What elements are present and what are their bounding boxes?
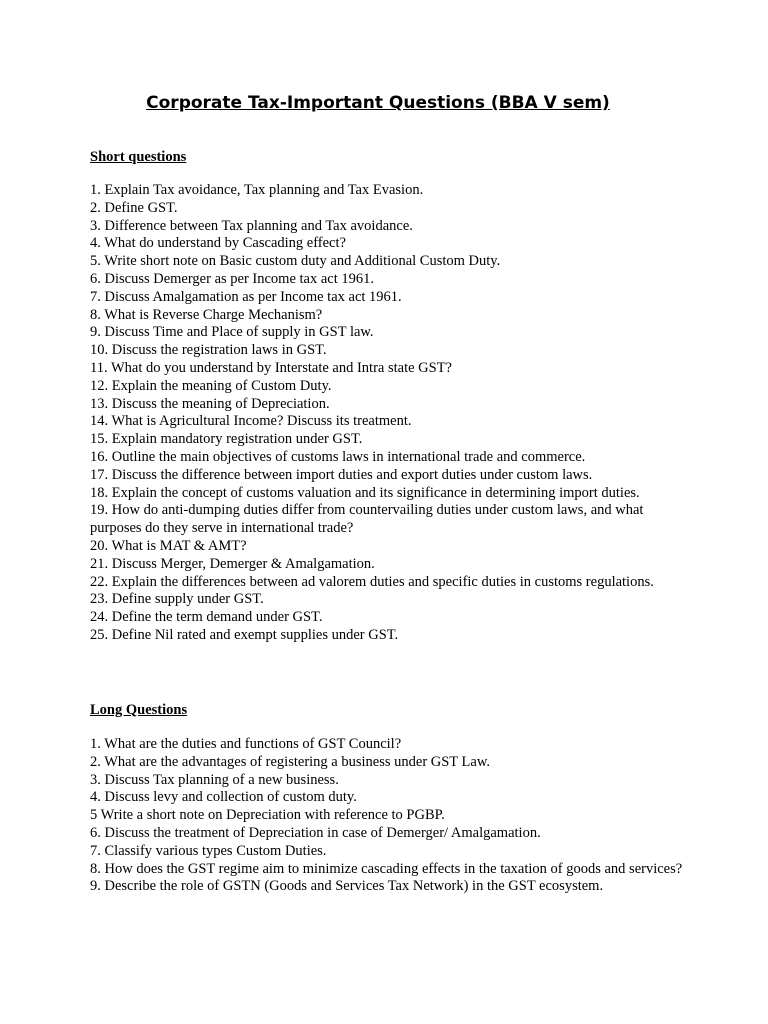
short-question-24: 24. Define the term demand under GST.: [90, 609, 323, 626]
long-question-4: 4. Discuss levy and collection of custom duty.: [90, 789, 357, 806]
short-questions-list: [90, 182, 690, 645]
short-question-22: 22. Explain the differences between ad valorem duties and specific duties in customs regulations.: [90, 573, 654, 590]
long-question-2: 2. What are the advantages of registering a business under GST Law.: [90, 753, 490, 770]
short-question-8: 8. What is Reverse Charge Mechanism?: [90, 306, 323, 323]
short-question-17: 17. Discuss the difference between import duties and export duties under custom laws.: [90, 466, 593, 483]
short-question-19: 19. How do anti-dumping duties differ from countervailing duties under custom laws, and what purposes do they serve in international trade?: [90, 502, 644, 537]
long-question-1: 1. What are the duties and functions of GST Council?: [90, 736, 402, 752]
short-question-14: 14. What is Agricultural Income? Discuss its treatment.: [90, 413, 412, 430]
short-question-6: 6. Discuss Demerger as per Income tax act 1961.: [90, 270, 375, 287]
short-question-21: 21. Discuss Merger, Demerger & Amalgamation.: [90, 555, 375, 572]
short-question-4: 4. What do understand by Cascading effect?: [90, 235, 346, 252]
long-question-5: 5 Write a short note on Depreciation with reference to PGBP.: [90, 807, 445, 824]
short-question-5: 5. Write short note on Basic custom duty and Additional Custom Duty.: [90, 253, 501, 270]
short-question-10: 10. Discuss the registration laws in GST.: [90, 342, 327, 359]
short-question-25: 25. Define Nil rated and exempt supplies under GST.: [90, 626, 399, 643]
short-question-23: 23. Define supply under GST.: [90, 591, 264, 608]
short-question-13: 13. Discuss the meaning of Depreciation.: [90, 395, 330, 412]
long-questions-heading: Long Questions: [90, 702, 188, 718]
long-question-7: 7. Classify various types Custom Duties.: [90, 842, 327, 859]
short-question-11: 11. What do you understand by Interstate and Intra state GST?: [90, 359, 452, 376]
short-question-2: 2. Define GST.: [90, 199, 178, 216]
short-question-16: 16. Outline the main objectives of customs laws in international trade and commerce.: [90, 448, 586, 465]
short-question-20: 20. What is MAT & AMT?: [90, 537, 247, 554]
long-question-3: 3. Discuss Tax planning of a new business.: [90, 771, 339, 788]
short-question-3: 3. Difference between Tax planning and Tax avoidance.: [90, 217, 413, 234]
short-question-7: 7. Discuss Amalgamation as per Income tax act 1961.: [90, 288, 402, 305]
short-questions-heading: Short questions: [90, 149, 187, 165]
page-title: Corporate Tax-Important Questions (BBA V sem): [146, 93, 610, 113]
short-question-1: 1. Explain Tax avoidance, Tax planning and Tax Evasion.: [90, 182, 424, 198]
long-questions-list: [90, 736, 690, 896]
long-question-6: 6. Discuss the treatment of Depreciation in case of Demerger/ Amalgamation.: [90, 824, 541, 841]
short-question-18: 18. Explain the concept of customs valuation and its significance in determining import duties.: [90, 484, 640, 501]
short-question-9: 9. Discuss Time and Place of supply in GST law.: [90, 324, 374, 341]
long-question-8: 8. How does the GST regime aim to minimize cascading effects in the taxation of goods and services?: [90, 860, 683, 877]
long-question-9: 9. Describe the role of GSTN (Goods and Services Tax Network) in the GST ecosystem.: [90, 878, 604, 895]
short-question-12: 12. Explain the meaning of Custom Duty.: [90, 377, 332, 394]
short-question-15: 15. Explain mandatory registration under GST.: [90, 431, 363, 448]
